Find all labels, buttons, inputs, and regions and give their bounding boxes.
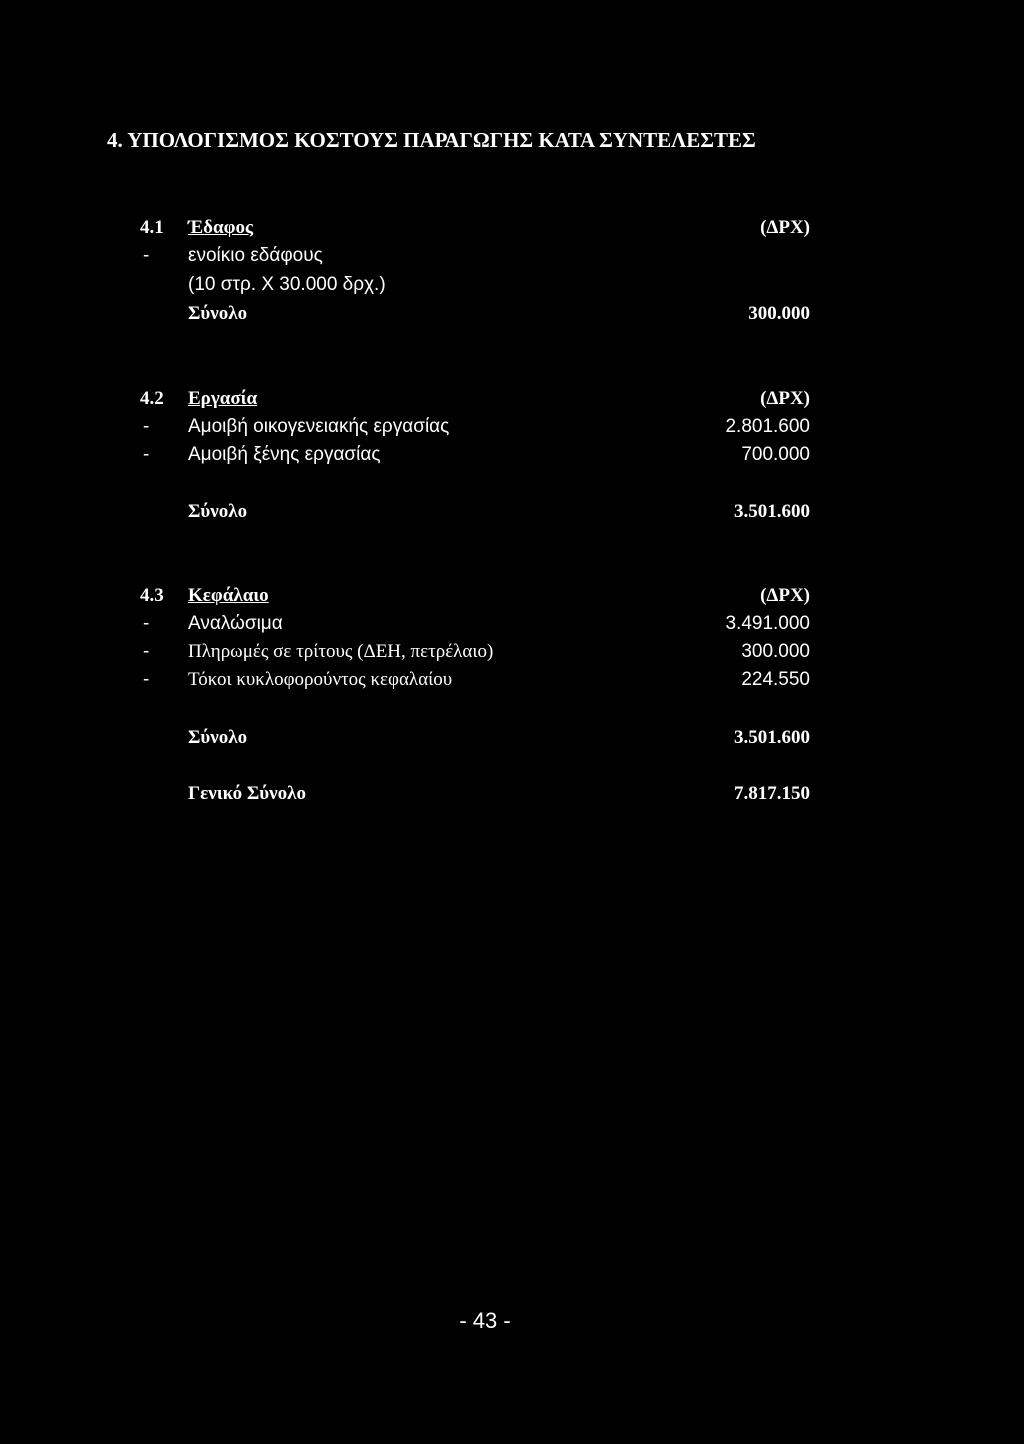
item-dash: - bbox=[143, 669, 150, 690]
item-value: 3.491.000 bbox=[725, 613, 810, 634]
page-title: 4. ΥΠΟΛΟΓΙΣΜΟΣ ΚΟΣΤΟΥΣ ΠΑΡΑΓΩΓΗΣ ΚΑΤΑ ΣΥΝΤΕΛΕΣΤΕΣ bbox=[107, 128, 756, 152]
grand-total-label: Γενικό Σύνολο bbox=[188, 783, 306, 804]
item-value: 224.550 bbox=[741, 669, 810, 690]
section-number: 4.1 bbox=[140, 217, 164, 238]
item-value: 300.000 bbox=[741, 641, 810, 662]
item-label: Αμοιβή οικογενειακής εργασίας bbox=[188, 416, 450, 437]
item-label: Πληρωμές σε τρίτους (ΔΕΗ, πετρέλαιο) bbox=[188, 641, 494, 662]
item-dash: - bbox=[143, 416, 150, 437]
total-value: 300.000 bbox=[748, 303, 810, 324]
item-label: Τόκοι κυκλοφορούντος κεφαλαίου bbox=[188, 669, 453, 690]
section-number: 4.3 bbox=[140, 585, 164, 606]
unit-label: (ΔΡΧ) bbox=[760, 217, 810, 238]
section-heading: Εργασία bbox=[188, 388, 258, 409]
grand-total-value: 7.817.150 bbox=[734, 783, 810, 804]
item-dash: - bbox=[143, 613, 150, 634]
section-heading: Έδαφος bbox=[188, 217, 254, 238]
item-label: (10 στρ. Χ 30.000 δρχ.) bbox=[188, 274, 386, 295]
total-label: Σύνολο bbox=[188, 727, 248, 748]
item-dash: - bbox=[143, 245, 150, 266]
unit-label: (ΔΡΧ) bbox=[760, 388, 810, 409]
item-dash: - bbox=[143, 444, 150, 465]
section-heading: Κεφάλαιο bbox=[188, 585, 269, 606]
item-label: Αναλώσιμα bbox=[188, 613, 283, 634]
total-label: Σύνολο bbox=[188, 501, 248, 522]
total-value: 3.501.600 bbox=[734, 501, 810, 522]
total-value: 3.501.600 bbox=[734, 727, 810, 748]
page-number: - 43 - bbox=[459, 1308, 511, 1333]
item-value: 700.000 bbox=[741, 444, 810, 465]
total-label: Σύνολο bbox=[188, 303, 248, 324]
item-label: Αμοιβή ξένης εργασίας bbox=[188, 444, 381, 465]
item-value: 2.801.600 bbox=[725, 416, 810, 437]
item-dash: - bbox=[143, 641, 150, 662]
section-number: 4.2 bbox=[140, 388, 164, 409]
unit-label: (ΔΡΧ) bbox=[760, 585, 810, 606]
item-label: ενοίκιο εδάφους bbox=[188, 245, 323, 266]
